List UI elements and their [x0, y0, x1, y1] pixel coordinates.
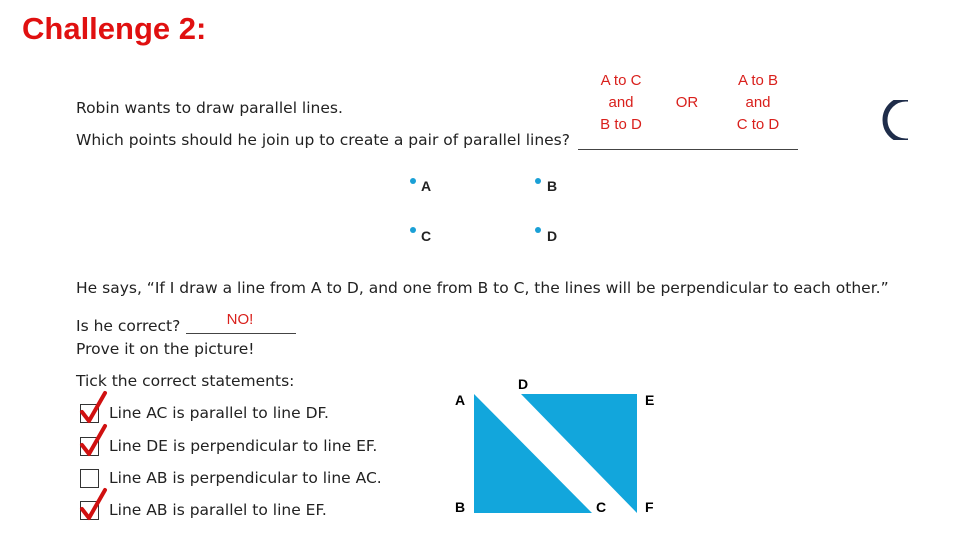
statement-1-tick-mark: [78, 390, 108, 424]
answer2-text: NO!: [226, 311, 254, 328]
answer2-underline: [186, 333, 296, 334]
point-c-dot: [410, 227, 416, 233]
shape-diagram: [440, 370, 670, 530]
statement-3-text: Line AB is perpendicular to line AC.: [109, 469, 382, 487]
point-b-label: B: [547, 178, 558, 194]
question2-statement: He says, “If I draw a line from A to D, and one from B to C, the lines will be perpendicular to each other.”: [76, 279, 889, 297]
shape-label-f: F: [645, 499, 654, 515]
shape-label-e: E: [645, 392, 655, 408]
shape-label-b: B: [455, 499, 466, 515]
statement-1-text: Line AC is parallel to line DF.: [109, 404, 329, 422]
statement-3-checkbox[interactable]: [80, 469, 99, 488]
answer-option-a-line1: A to C: [600, 72, 642, 89]
question1-line2: Which points should he join up to create a pair of parallel lines?: [76, 131, 570, 149]
challenge-title: Challenge 2:: [22, 11, 207, 46]
answer1-underline: [578, 149, 798, 150]
statement-4-tick-mark: [78, 487, 108, 521]
shape-label-a: A: [455, 392, 466, 408]
answer-option-a-line2: and: [608, 94, 634, 111]
answer-option-a: [585, 70, 657, 136]
tick-prompt: Tick the correct statements:: [76, 372, 295, 390]
question2-is-correct: Is he correct?: [76, 317, 181, 335]
answer-option-b: [721, 70, 795, 136]
statement-2-tick-mark: [78, 423, 108, 457]
point-a-label: A: [421, 178, 432, 194]
answer-or: OR: [675, 94, 699, 111]
shape-label-d: D: [518, 376, 529, 392]
answer-option-a-line3: B to D: [600, 116, 642, 133]
answer-option-b-line2: and: [745, 94, 771, 111]
question2-prove: Prove it on the picture!: [76, 340, 255, 358]
point-d-label: D: [547, 228, 558, 244]
edge-circle-graphic: [880, 100, 908, 140]
statement-4-text: Line AB is parallel to line EF.: [109, 501, 327, 519]
question1-line1: Robin wants to draw parallel lines.: [76, 99, 343, 117]
statement-2-text: Line DE is perpendicular to line EF.: [109, 437, 378, 455]
point-c-label: C: [421, 228, 432, 244]
answer-option-b-line3: C to D: [736, 116, 780, 133]
point-a-dot: [410, 178, 416, 184]
answer-option-b-line1: A to B: [737, 72, 779, 89]
point-b-dot: [535, 178, 541, 184]
point-d-dot: [535, 227, 541, 233]
shape-label-c: C: [596, 499, 607, 515]
